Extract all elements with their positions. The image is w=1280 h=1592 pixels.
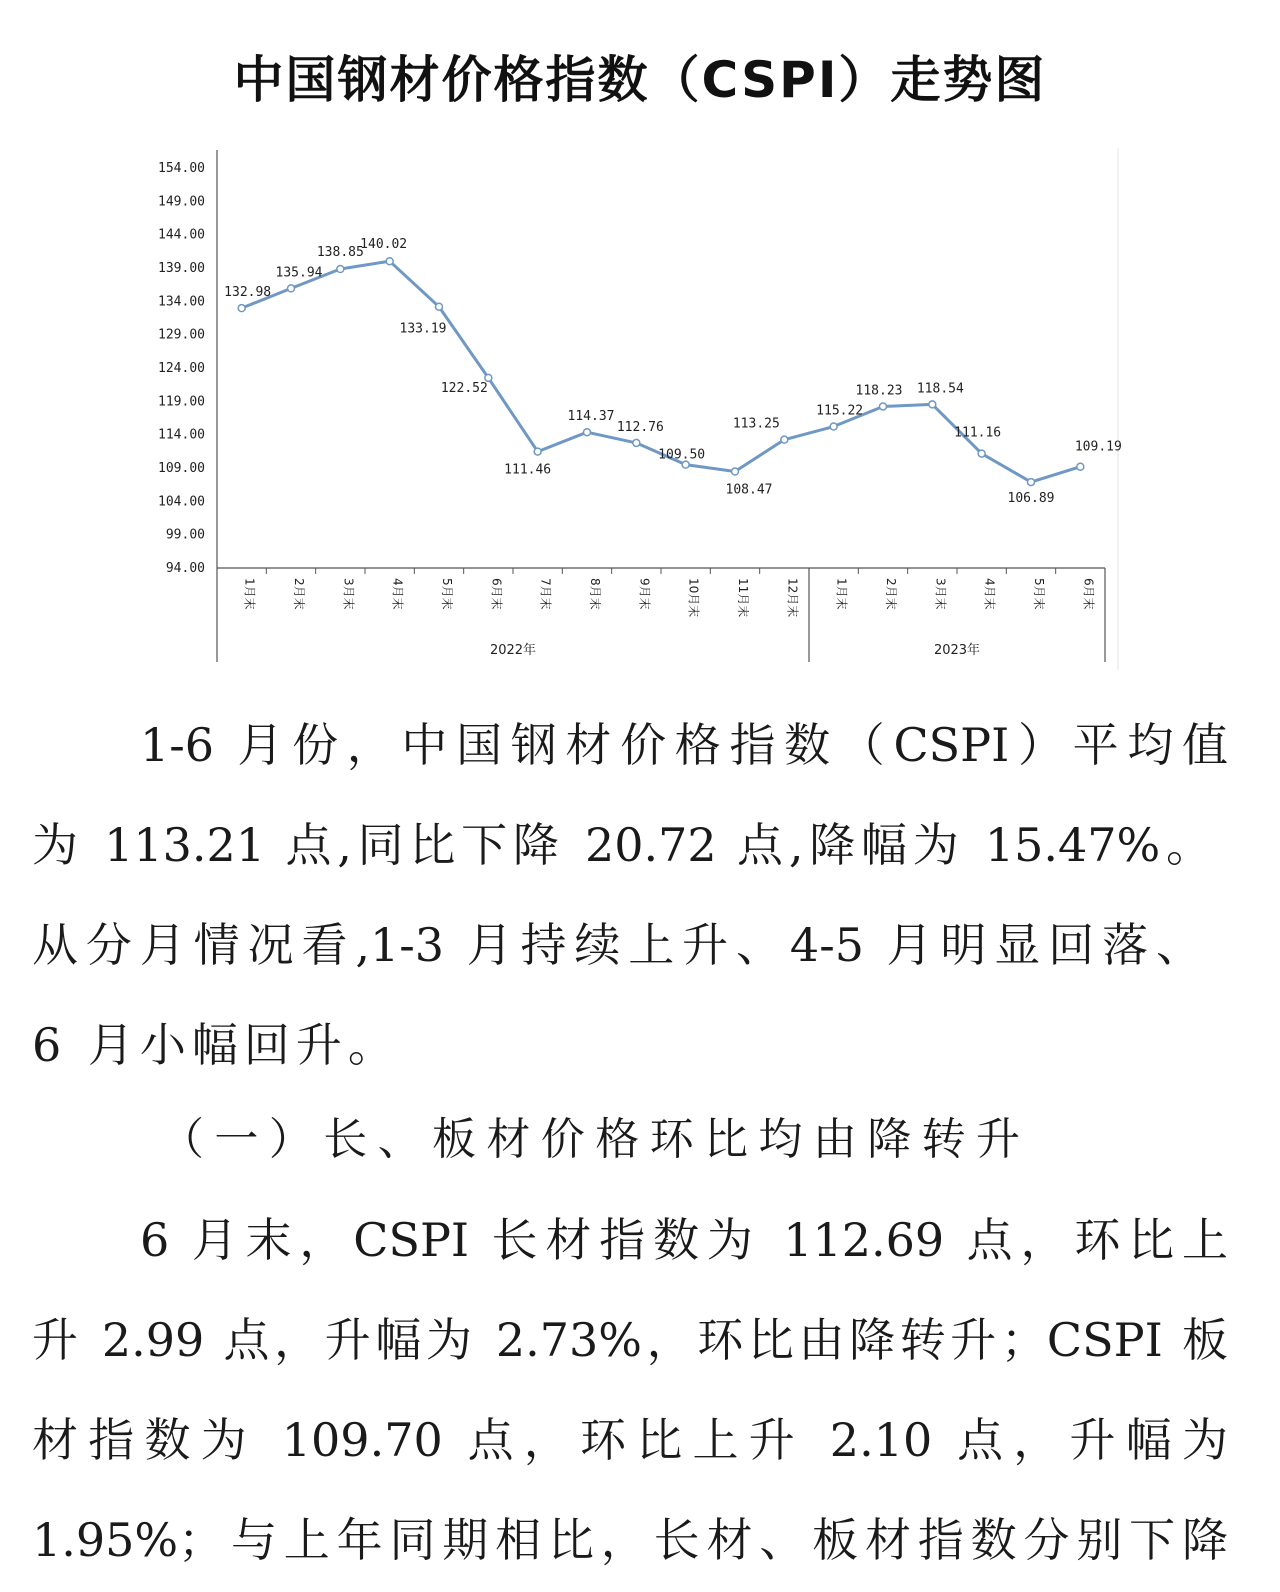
- data-point: [584, 429, 591, 436]
- y-tick-label: 109.00: [158, 461, 205, 476]
- cspi-line-chart: [0, 130, 1280, 690]
- para2-line4: 1.95%；与上年同期相比，长材、板材指数分别下降: [32, 1513, 1228, 1567]
- x-category-label: 4月末: [390, 578, 405, 610]
- y-tick-label: 149.00: [158, 194, 205, 210]
- x-category-label: 1月末: [242, 578, 257, 610]
- data-labels: [224, 237, 1122, 506]
- chart-title: 中国钢材价格指数（CSPI）走势图: [233, 51, 1047, 109]
- data-point: [534, 448, 541, 455]
- x-category-label: 11月末: [736, 578, 750, 618]
- data-point: [929, 401, 936, 408]
- para1-line1: 1-6 月份，中国钢材价格指数（CSPI）平均值: [140, 718, 1228, 772]
- para2-line3: 材指数为 109.70 点，环比上升 2.10 点，升幅为: [32, 1413, 1228, 1467]
- x-category-label: 7月末: [538, 578, 553, 610]
- data-label: 140.02: [360, 237, 408, 253]
- data-point: [978, 450, 985, 457]
- data-point: [1028, 479, 1035, 486]
- data-point: [830, 423, 837, 430]
- data-point: [1077, 463, 1084, 470]
- y-tick-label: 139.00: [158, 261, 205, 276]
- data-label: 111.46: [504, 462, 552, 478]
- y-tick-label: 129.00: [158, 327, 205, 343]
- para2-line1: 6 月末，CSPI 长材指数为 112.69 点，环比上: [140, 1213, 1228, 1267]
- y-tick-label: 119.00: [158, 394, 205, 410]
- para1-line3: 从分月情况看,1-3 月持续上升、4-5 月明显回落、: [32, 918, 1202, 972]
- data-label: 138.85: [316, 245, 364, 260]
- x-category-label: 5月末: [440, 578, 454, 610]
- data-label: 113.25: [732, 416, 780, 432]
- data-label: 118.54: [916, 381, 964, 397]
- y-tick-label: 144.00: [158, 227, 205, 243]
- y-tick-label: 154.00: [158, 161, 205, 176]
- data-point: [781, 436, 788, 443]
- data-label: 111.16: [954, 425, 1002, 441]
- data-label: 132.98: [224, 285, 272, 301]
- y-tick-label: 104.00: [158, 494, 205, 510]
- data-point: [238, 305, 245, 312]
- data-point: [337, 266, 344, 273]
- y-tick-label: 114.00: [158, 427, 205, 443]
- para2-line2: 升 2.99 点，升幅为 2.73%，环比由降转升；CSPI 板: [32, 1313, 1228, 1367]
- x-category-label: 9月末: [637, 578, 652, 610]
- x-category-label: 3月末: [933, 578, 948, 610]
- y-tick-label: 124.00: [158, 361, 205, 376]
- data-label: 108.47: [725, 482, 773, 498]
- group-label: 2023年: [933, 643, 981, 658]
- x-category-label: 8月末: [588, 578, 602, 610]
- data-label: 115.22: [816, 403, 864, 419]
- x-category-label: 3月末: [341, 578, 356, 610]
- x-category-label: 12月末: [785, 578, 800, 618]
- x-category-label: 6月末: [489, 578, 504, 610]
- x-category-label: 2月末: [884, 578, 898, 610]
- para1-line2: 为 113.21 点,同比下降 20.72 点,降幅为 15.47%。: [32, 818, 1212, 872]
- data-label: 109.19: [1074, 439, 1122, 455]
- y-tick-label: 134.00: [158, 294, 205, 310]
- data-label: 133.19: [399, 321, 447, 337]
- x-category-label: 1月末: [834, 578, 849, 610]
- data-point: [288, 285, 295, 292]
- data-point: [732, 468, 739, 475]
- x-category-label: 4月末: [982, 578, 997, 610]
- y-axis-ticks: [158, 161, 205, 576]
- para1-line4: 6 月小幅回升。: [32, 1018, 400, 1072]
- y-tick-label: 99.00: [165, 527, 205, 543]
- x-category-label: 6月末: [1081, 578, 1096, 610]
- section-heading: （一）长、板材价格环比均由降转升: [160, 1114, 1020, 1165]
- data-point: [436, 303, 443, 310]
- data-point: [880, 403, 887, 410]
- data-label: 135.94: [275, 265, 323, 281]
- data-label: 106.89: [1007, 491, 1055, 507]
- x-category-label: 10月末: [686, 578, 701, 618]
- data-label: 112.76: [616, 419, 664, 435]
- data-point: [633, 439, 640, 446]
- y-tick-label: 94.00: [165, 561, 205, 576]
- data-label: 114.37: [567, 409, 615, 425]
- data-point: [386, 258, 393, 265]
- data-label: 122.52: [440, 380, 488, 396]
- x-axis-categories: [243, 578, 1097, 658]
- x-category-label: 5月末: [1032, 578, 1046, 610]
- data-label: 109.50: [658, 447, 706, 463]
- x-category-label: 2月末: [292, 578, 306, 610]
- group-label: 2022年: [489, 643, 537, 658]
- data-label: 118.23: [855, 383, 903, 399]
